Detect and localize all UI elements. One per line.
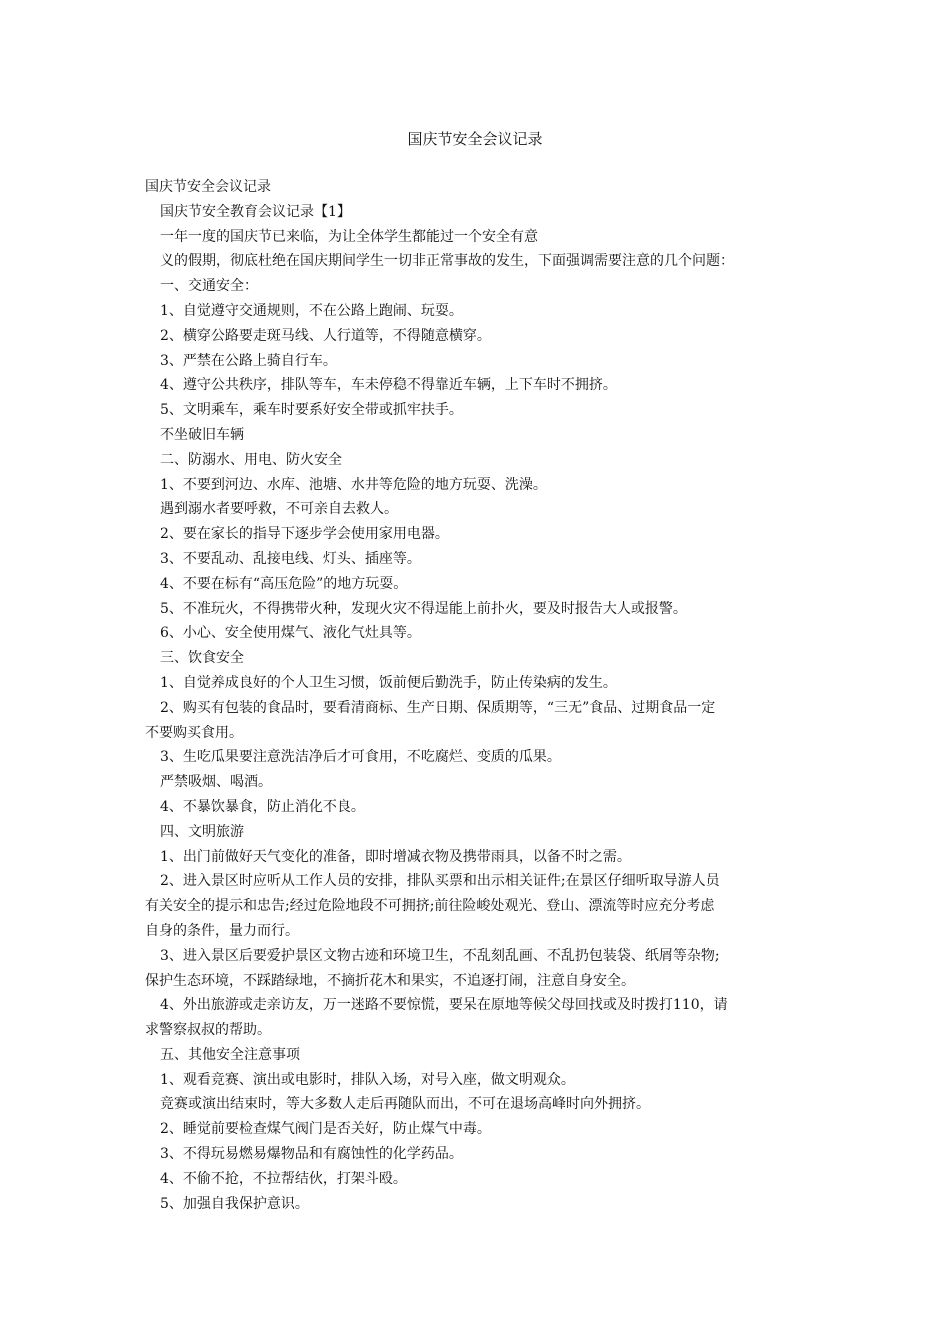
text-line: 严禁吸烟、喝酒。	[160, 774, 272, 791]
text-line: 4、外出旅游或走亲访友，万一迷路不要惊慌，要呆在原地等候父母回找或及时拨打110，请	[160, 997, 728, 1014]
text-line: 1、自觉遵守交通规则，不在公路上跑闹、玩耍。	[160, 302, 463, 319]
text-line: 4、遵守公共秩序，排队等车，车未停稳不得靠近车辆，上下车时不拥挤。	[160, 377, 617, 394]
text-line: 竞赛或演出结束时，等大多数人走后再随队而出，不可在退场高峰时向外拥挤。	[160, 1096, 650, 1113]
text-line: 4、不要在标有“高压危险”的地方玩耍。	[160, 575, 408, 592]
text-line: 一、交通安全：	[160, 278, 258, 295]
text-line: 求警察叔叔的帮助。	[145, 1022, 271, 1039]
text-line: 2、购买有包装的食品时，要看清商标、生产日期、保质期等，“三无”食品、过期食品一定	[160, 699, 716, 716]
text-line: 5、不准玩火，不得携带火种，发现火灾不得逞能上前扑火，要及时报告大人或报警。	[160, 600, 687, 617]
text-line: 3、不要乱动、乱接电线、灯头、插座等。	[160, 550, 421, 567]
text-line: 1、不要到河边、水库、池塘、水井等危险的地方玩耍、洗澡。	[160, 476, 547, 493]
text-line: 3、生吃瓜果要注意洗洁净后才可食用，不吃腐烂、变质的瓜果。	[160, 749, 561, 766]
text-line: 5、加强自我保护意识。	[160, 1195, 309, 1212]
text-line: 4、不暴饮暴食，防止消化不良。	[160, 798, 365, 815]
text-line: 5、文明乘车，乘车时要系好安全带或抓牢扶手。	[160, 402, 463, 419]
text-line: 2、睡觉前要检查煤气阀门是否关好，防止煤气中毒。	[160, 1121, 491, 1138]
text-line: 四、文明旅游	[160, 823, 244, 840]
text-line: 3、进入景区后要爱护景区文物古迹和环境卫生，不乱刻乱画、不乱扔包装袋、纸屑等杂物;	[160, 947, 720, 964]
text-line: 3、严禁在公路上骑自行车。	[160, 352, 337, 369]
document-body	[145, 175, 810, 1216]
text-line: 3、不得玩易燃易爆物品和有腐蚀性的化学药品。	[160, 1146, 463, 1163]
document-title: 国庆节安全会议记录	[407, 130, 543, 148]
text-line: 遇到溺水者要呼救，不可亲自去救人。	[160, 501, 398, 518]
text-line: 1、出门前做好天气变化的准备，即时增减衣物及携带雨具，以备不时之需。	[160, 848, 631, 865]
text-line: 二、防溺水、用电、防火安全	[160, 451, 342, 468]
text-line: 1、自觉养成良好的个人卫生习惯，饭前便后勤洗手，防止传染病的发生。	[160, 674, 617, 691]
text-line: 2、要在家长的指导下逐步学会使用家用电器。	[160, 526, 449, 543]
text-line: 国庆节安全会议记录	[145, 179, 271, 195]
text-line: 不坐破旧车辆	[160, 426, 244, 443]
text-line: 五、其他安全注意事项	[160, 1046, 300, 1063]
text-line: 一年一度的国庆节已来临，为让全体学生都能过一个安全有意	[160, 228, 538, 245]
text-line: 义的假期，彻底杜绝在国庆期间学生一切非正常事故的发生，下面强调需要注意的几个问题：	[160, 253, 734, 270]
text-line: 保护生态环境，不踩踏绿地，不摘折花木和果实，不追逐打闹，注意自身安全。	[145, 972, 635, 989]
text-line: 国庆节安全教育会议记录【1】	[160, 203, 351, 220]
text-line: 有关安全的提示和忠告;经过危险地段不可拥挤;前往险峻处观光、登山、漂流等时应充分考虑	[145, 898, 715, 915]
text-line: 2、进入景区时应听从工作人员的安排，排队买票和出示相关证件;在景区仔细听取导游人员	[160, 873, 720, 890]
text-line: 自身的条件，量力而行。	[145, 922, 299, 939]
text-line: 6、小心、安全使用煤气、液化气灶具等。	[160, 625, 421, 642]
text-line: 2、横穿公路要走斑马线、人行道等，不得随意横穿。	[160, 327, 491, 344]
text-line: 4、不偷不抢，不拉帮结伙，打架斗殴。	[160, 1170, 407, 1187]
text-line: 1、观看竞赛、演出或电影时，排队入场，对号入座，做文明观众。	[160, 1071, 575, 1088]
text-line: 不要购买食用。	[145, 724, 243, 741]
text-line: 三、饮食安全	[160, 650, 244, 667]
